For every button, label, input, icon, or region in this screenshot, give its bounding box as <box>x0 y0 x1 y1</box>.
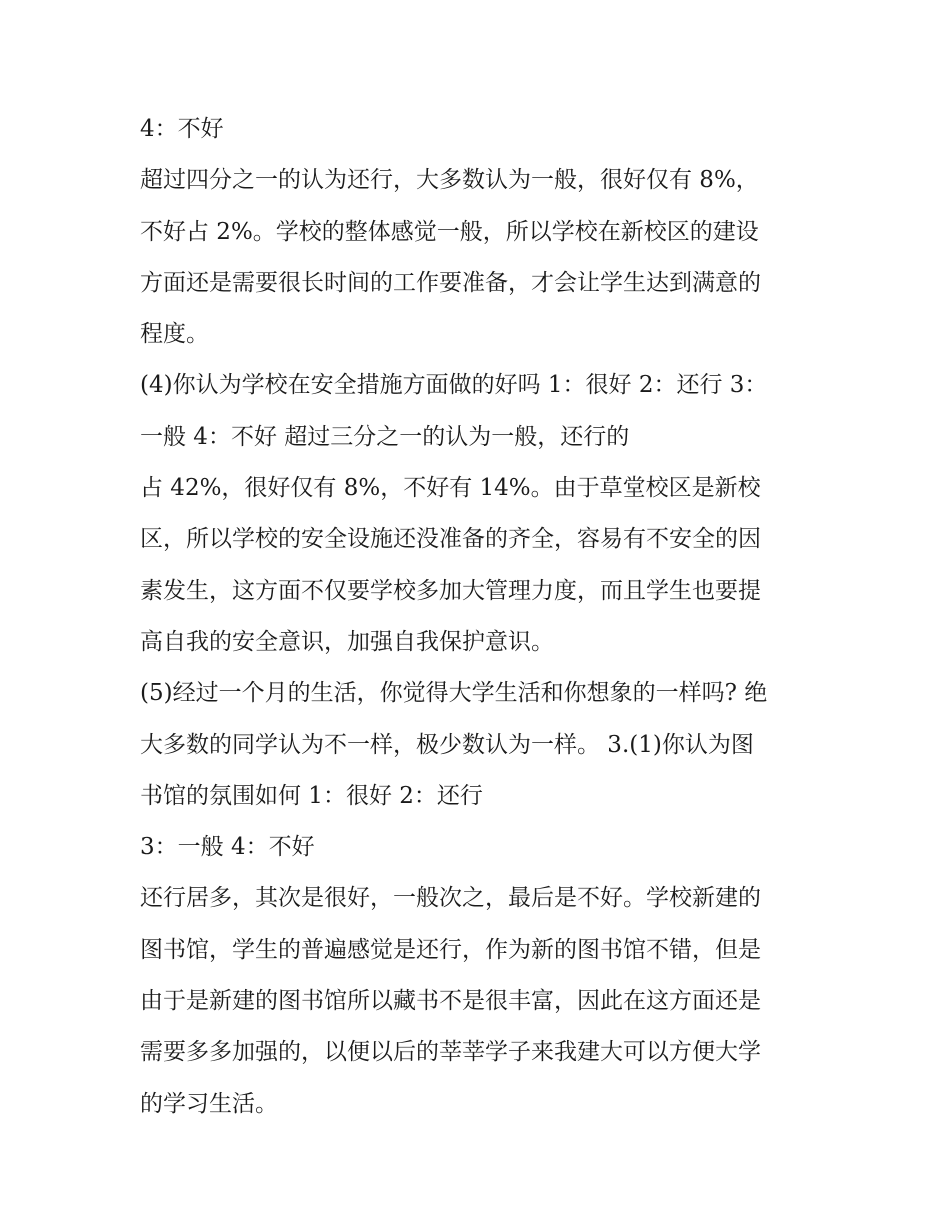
text-line: 3：一般 4：不好 <box>140 834 315 861</box>
text-line: 需要多多加强的，以便以后的莘莘学子来我建大可以方便大学 <box>140 1039 761 1066</box>
text-line: 占 42%，很好仅有 8%，不好有 14%。由于草堂校区是新校 <box>140 475 761 502</box>
text-line: 方面还是需要很长时间的工作要准备，才会让学生达到满意的 <box>140 269 761 296</box>
text-line: 素发生，这方面不仅要学校多加大管理力度，而且学生也要提 <box>140 577 761 604</box>
text-line: 程度。 <box>140 321 209 348</box>
text-line: 还行居多，其次是很好，一般次之，最后是不好。学校新建的 <box>140 885 761 912</box>
text-line: 一般 4：不好 超过三分之一的认为一般，还行的 <box>140 423 630 450</box>
text-line: 的学习生活。 <box>140 1090 278 1117</box>
text-line: (5)经过一个月的生活，你觉得大学生活和你想象的一样吗? 绝 <box>140 680 768 707</box>
text-line: 图书馆，学生的普遍感觉是还行，作为新的图书馆不错，但是 <box>140 936 761 963</box>
text-line: 区，所以学校的安全设施还没准备的齐全，容易有不安全的因 <box>140 526 761 553</box>
text-line: 由于是新建的图书馆所以藏书不是很丰富，因此在这方面还是 <box>140 988 761 1015</box>
text-line: 书馆的氛围如何 1：很好 2：还行 <box>140 782 483 809</box>
text-line: 高自我的安全意识，加强自我保护意识。 <box>140 628 554 655</box>
text-line: (4)你认为学校在安全措施方面做的好吗 1：很好 2：还行 3： <box>140 372 768 399</box>
text-line: 超过四分之一的认为还行，大多数认为一般，很好仅有 8%， <box>140 167 759 194</box>
text-line: 不好占 2%。学校的整体感觉一般，所以学校在新校区的建设 <box>140 218 759 245</box>
body-text <box>140 104 820 1130</box>
text-line: 大多数的同学认为不一样，极少数认为一样。 3.(1)你认为图 <box>140 731 754 758</box>
text-line: 4：不好 <box>140 116 224 142</box>
